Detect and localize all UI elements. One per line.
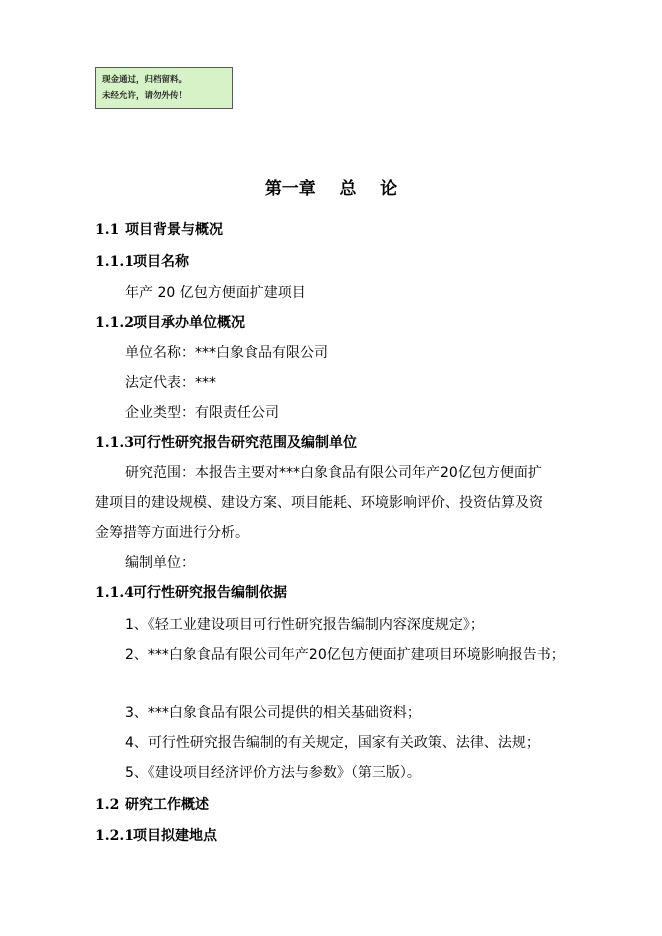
heading-title: 可行性研究报告研究范围及编制单位 xyxy=(133,435,357,451)
basis-item: 4、可行性研究报告编制的有关规定，国家有关政策、法律、法规； xyxy=(125,735,540,751)
heading-title: 项目承办单位概况 xyxy=(133,315,245,331)
unit-name-text: 单位名称：***白象食品有限公司 xyxy=(125,345,328,361)
approval-stamp xyxy=(95,67,233,109)
heading-number: 1.2 xyxy=(95,797,120,813)
heading-1-1-1 xyxy=(95,252,189,272)
stamp-line-2: 未经允许，请勿外传！ xyxy=(102,91,188,101)
heading-1-2-1 xyxy=(95,826,217,846)
stamp-line-1: 现金通过，归档留料。 xyxy=(102,75,188,85)
company-type-text: 企业类型：有限责任公司 xyxy=(125,405,279,421)
project-name-text: 年产 20 亿包方便面扩建项目 xyxy=(125,285,306,301)
compile-unit-text: 编制单位： xyxy=(125,555,195,571)
basis-item: 2、***白象食品有限公司年产20亿包方便面扩建项目环境影响报告书； xyxy=(125,647,565,663)
heading-1-1 xyxy=(95,220,223,240)
basis-item: 1、《轻工业建设项目可行性研究报告编制内容深度规定》； xyxy=(125,617,484,633)
heading-title: 研究工作概述 xyxy=(125,797,209,813)
heading-number: 1.1.3 xyxy=(95,435,134,451)
heading-title: 可行性研究报告编制依据 xyxy=(133,585,287,601)
heading-title: 项目名称 xyxy=(133,254,189,270)
heading-number: 1.1 xyxy=(95,222,120,238)
heading-number: 1.1.4 xyxy=(95,585,134,601)
heading-1-1-2 xyxy=(95,313,245,333)
heading-1-1-4 xyxy=(95,583,287,603)
heading-title: 项目背景与概况 xyxy=(125,222,223,238)
heading-number: 1.1.1 xyxy=(95,254,134,270)
heading-number: 1.1.2 xyxy=(95,315,134,331)
scope-line-1: 研究范围：本报告主要对***白象食品有限公司年产20亿包方便面扩 xyxy=(125,465,542,481)
scope-line-2: 建项目的建设规模、建设方案、项目能耗、环境影响评价、投资估算及资 xyxy=(95,495,543,511)
heading-1-1-3 xyxy=(95,433,357,453)
heading-number: 1.2.1 xyxy=(95,828,134,844)
heading-title: 项目拟建地点 xyxy=(133,828,217,844)
scope-line-3: 金筹措等方面进行分析。 xyxy=(95,525,249,541)
chapter-title: 第一章 总 论 xyxy=(264,179,398,199)
heading-1-2 xyxy=(95,795,209,815)
basis-item: 5、《建设项目经济评价方法与参数》（第三版）。 xyxy=(125,765,421,781)
legal-rep-text: 法定代表：*** xyxy=(125,375,216,391)
basis-item: 3、***白象食品有限公司提供的相关基础资料； xyxy=(125,705,421,721)
